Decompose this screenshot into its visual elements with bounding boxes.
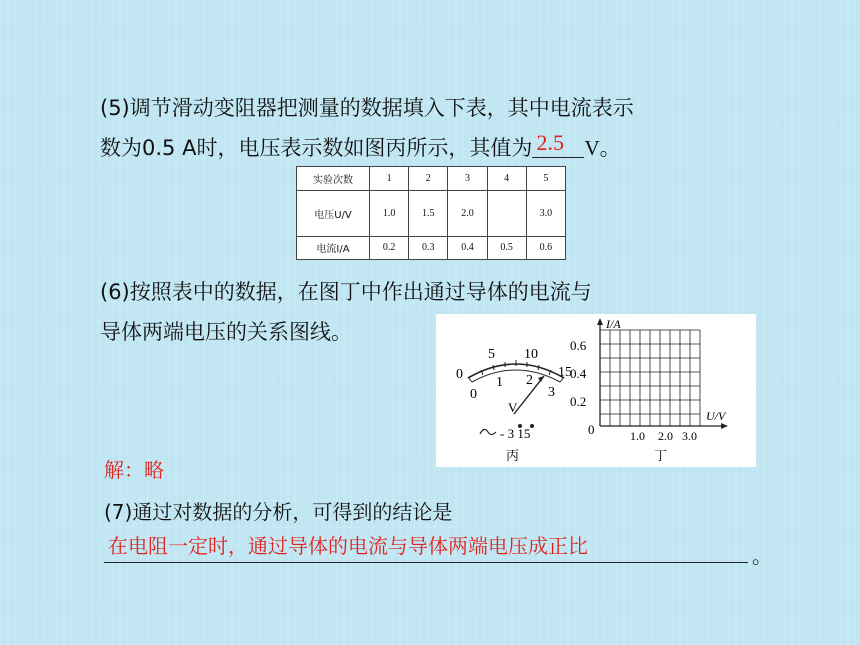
graph-caption: 丁 bbox=[654, 449, 668, 464]
table-row bbox=[297, 190, 566, 236]
table-cell: 0.4 bbox=[448, 236, 487, 260]
table-row bbox=[297, 236, 566, 260]
q5-line2-post: V。 bbox=[584, 136, 621, 160]
table-cell: 0.2 bbox=[370, 236, 409, 260]
table-cell: 电压U/V bbox=[297, 190, 370, 236]
meter-top-right: 15 bbox=[558, 365, 572, 380]
q7-line1: (7)通过对数据的分析，可得到的结论是 bbox=[104, 500, 453, 524]
meter-top-5: 5 bbox=[488, 347, 495, 362]
table-cell: 3 bbox=[448, 167, 487, 191]
table-cell: 1.0 bbox=[370, 190, 409, 236]
q5-answer: 2.5 bbox=[536, 130, 564, 155]
table-cell: 3.0 bbox=[526, 190, 565, 236]
table-cell: 1 bbox=[370, 167, 409, 191]
table-cell: 实验次数 bbox=[297, 167, 370, 191]
meter-top-left: 0 bbox=[456, 367, 463, 382]
solution-text: 解：略 bbox=[104, 458, 164, 482]
q7-end: 。 bbox=[752, 544, 772, 568]
meter-terminals: - 3 15 bbox=[500, 426, 531, 441]
table-cell: 0.3 bbox=[409, 236, 448, 260]
graph-y-tick: 0.4 bbox=[570, 366, 587, 381]
meter-bottom-left: 0 bbox=[470, 387, 477, 402]
graph-y-tick: 0.2 bbox=[570, 394, 587, 409]
figure-svg bbox=[436, 314, 756, 467]
table-cell: 2 bbox=[409, 167, 448, 191]
meter-top-10: 10 bbox=[524, 347, 538, 362]
table-cell: 4 bbox=[487, 167, 526, 191]
table-cell: 0.6 bbox=[526, 236, 565, 260]
table-cell bbox=[487, 190, 526, 236]
graph-x-tick: 3.0 bbox=[682, 429, 697, 443]
q6-line2: 导体两端电压的关系图线。 bbox=[100, 320, 352, 344]
graph bbox=[570, 317, 728, 464]
graph-x-tick: 1.0 bbox=[630, 429, 645, 443]
graph-origin: 0 bbox=[588, 422, 595, 437]
q7-blank-line bbox=[104, 562, 748, 563]
figure-meter-graph bbox=[436, 314, 756, 467]
q7-answer: 在电阻一定时，通过导体的电流与导体两端电压成正比 bbox=[108, 534, 588, 558]
graph-y-label: I/A bbox=[606, 317, 621, 331]
table-cell: 0.5 bbox=[487, 236, 526, 260]
meter-bottom-2: 2 bbox=[526, 373, 533, 388]
q5-line2-pre: 数为0.5 A时，电压表示数如图丙所示，其值为 bbox=[100, 136, 533, 160]
table-cell: 2.0 bbox=[448, 190, 487, 236]
meter-caption: 丙 bbox=[506, 449, 520, 464]
table-cell: 5 bbox=[526, 167, 565, 191]
q5-blank bbox=[532, 130, 584, 158]
meter-bottom-right: 3 bbox=[548, 385, 555, 400]
graph-x-label: U/V bbox=[706, 409, 726, 423]
graph-x-tick: 2.0 bbox=[658, 429, 673, 443]
table-cell: 1.5 bbox=[409, 190, 448, 236]
q5-line2 bbox=[100, 130, 621, 162]
table-header-row bbox=[297, 167, 566, 191]
meter-unit: V bbox=[508, 400, 518, 415]
q6-line1: (6)按照表中的数据，在图丁中作出通过导体的电流与 bbox=[100, 280, 592, 304]
data-table bbox=[296, 166, 566, 260]
table-cell: 电流I/A bbox=[297, 236, 370, 260]
q5-line1: (5)调节滑动变阻器把测量的数据填入下表，其中电流表示 bbox=[100, 96, 634, 120]
graph-y-tick: 0.6 bbox=[570, 338, 587, 353]
voltmeter bbox=[456, 347, 572, 464]
meter-bottom-1: 1 bbox=[496, 375, 503, 390]
